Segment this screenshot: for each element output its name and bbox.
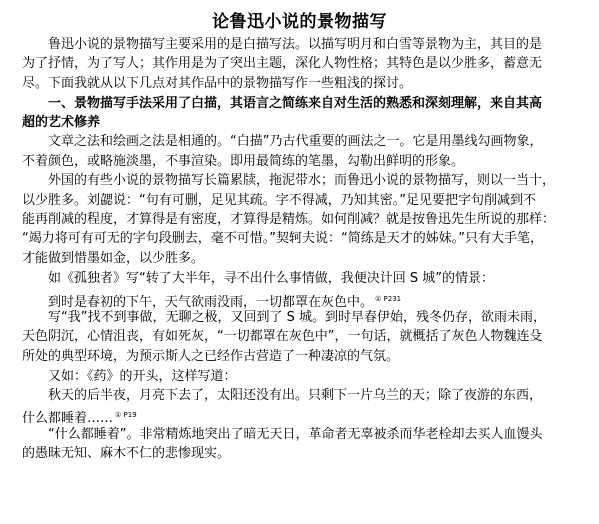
paragraph-line: 外国的有些小说的景物描写长篇累牍，拖泥带水；而鲁迅小说的景物描写，则以一当十， [22, 173, 556, 188]
paragraph-line: 不着颜色，或略施淡墨，不事渲染。即用最简练的笔墨，勾勒出鲜明的形象。 [22, 154, 465, 169]
paragraph-line: 天色阴沉，心情沮丧，有如死灰，“一切都罩在灰色中”，一句话，就概括了灰色人物魏连殳 [22, 329, 543, 344]
quote-text: 到时是春初的下午，天气欲雨没雨，一切都罩在灰色中。 [22, 295, 374, 310]
quote-line [22, 407, 137, 427]
paragraph-line: 以少胜多。刘勰说：“句有可删，足见其疏。字不得减，乃知其密。”足见要把字句削减到不 [22, 193, 536, 208]
citation-marker: ① P231 [375, 295, 402, 303]
page-title: 论鲁迅小说的景物描写 [212, 12, 387, 32]
paragraph-line: 写“我”找不到事做，无聊之极，又回到了 S 城。到时早春伊始，残冬仍存，欲雨未雨， [22, 310, 546, 325]
paragraph-line: 鲁迅小说的景物描写主要采用的是白描写法。以描写明月和白雪等景物为主，其目的是 [22, 37, 543, 52]
paragraph-line: 能再削减的程度，才算得是有密度，才算得是精炼。如何削减？就是按鲁迅先生所说的那样： [22, 212, 556, 227]
paragraph-line: 所处的典型环境，为预示斯人之已经作古营造了一种凄凉的气氛。 [22, 349, 400, 364]
paragraph-line: “竭力将可有可无的字句段删去，毫不可惜。”契轲夫说：“简练是天才的姊妹。”只有大手笔， [22, 231, 543, 246]
paragraph-line: 为了抒情，为了写人；其作用是为了突出主题，深化人物性格；其特色是以少胜多，蓄意无 [22, 56, 543, 71]
paragraph-line: 如《孤独者》写“转了大半年，寻不出什么事情做，我便决计回 S 城”的情景： [22, 271, 494, 286]
quote-line [22, 291, 401, 311]
paragraph-line: 又如：《药》的开头，这样写道： [22, 369, 237, 384]
paragraph-line: “什么都睡着”。非常精炼地突出了暗无天日，革命者无辜被杀而华老栓却去买人血馒头 [22, 427, 543, 442]
paragraph-line: 的愚昧无知、麻木不仁的悲惨现实。 [22, 446, 231, 461]
paragraph-line: 才能做到惜墨如金，以少胜多。 [22, 251, 205, 266]
section-heading-line: 超的艺术修养 [22, 115, 101, 130]
paragraph-line: 尽。下面我就从以下几点对其作品中的景物描写作一些粗浅的探讨。 [22, 76, 413, 91]
quote-line: 秋天的后半夜，月亮下去了，太阳还没有出。只剩下一片乌兰的天；除了夜游的东西， [22, 388, 543, 403]
paragraph-line: 文章之法和绘画之法是相通的。“白描”乃古代重要的画法之一。它是用墨线勾画物象， [22, 134, 543, 149]
quote-text: 什么都睡着…… [22, 411, 114, 426]
citation-marker: ① P19 [115, 411, 137, 419]
section-heading-line: 一、景物描写手法采用了白描，其语言之简练来自对生活的熟悉和深刻理解，来自其高 [22, 96, 543, 111]
